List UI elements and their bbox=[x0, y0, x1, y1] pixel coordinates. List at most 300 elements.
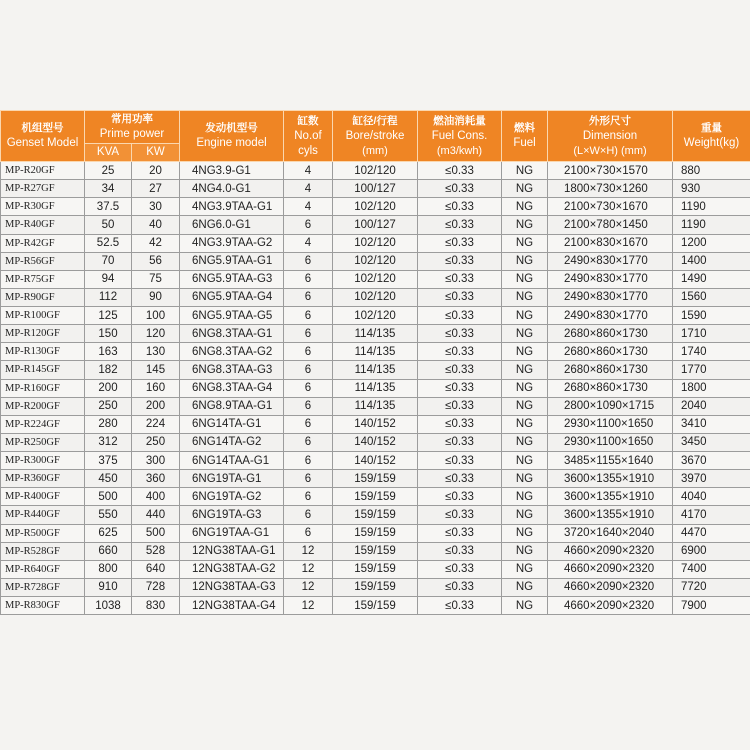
cell-weight: 1200 bbox=[673, 234, 750, 252]
cell-fuel: NG bbox=[502, 524, 548, 542]
cell-bore-stroke: 114/135 bbox=[333, 379, 418, 397]
header-label-en: Engine model bbox=[196, 137, 267, 149]
col-header-weight bbox=[673, 111, 750, 162]
table-row bbox=[1, 452, 750, 470]
cell-bore-stroke: 114/135 bbox=[333, 397, 418, 415]
cell-cyls: 6 bbox=[284, 506, 333, 524]
cell-weight: 3670 bbox=[673, 452, 750, 470]
cell-weight: 2040 bbox=[673, 397, 750, 415]
cell-bore-stroke: 159/159 bbox=[333, 470, 418, 488]
cell-kw: 130 bbox=[132, 343, 180, 361]
cell-kva: 25 bbox=[85, 162, 132, 180]
cell-fuel: NG bbox=[502, 578, 548, 596]
cell-weight: 880 bbox=[673, 162, 750, 180]
cell-genset-model: MP-R100GF bbox=[1, 307, 85, 325]
cell-cyls: 6 bbox=[284, 343, 333, 361]
cell-cyls: 12 bbox=[284, 578, 333, 596]
cell-fuel-cons: ≤0.33 bbox=[418, 488, 502, 506]
cell-kw: 90 bbox=[132, 288, 180, 306]
cell-kw: 100 bbox=[132, 307, 180, 325]
table-row bbox=[1, 234, 750, 252]
cell-engine-model: 12NG38TAA-G3 bbox=[180, 578, 284, 596]
cell-kw: 224 bbox=[132, 415, 180, 433]
header-label-cn: 外形尺寸 bbox=[589, 114, 631, 127]
cell-genset-model: MP-R56GF bbox=[1, 252, 85, 270]
header-unit: (L×W×H) (mm) bbox=[573, 144, 647, 157]
table-row bbox=[1, 216, 750, 234]
cell-genset-model: MP-R90GF bbox=[1, 288, 85, 306]
cell-kva: 450 bbox=[85, 470, 132, 488]
cell-genset-model: MP-R145GF bbox=[1, 361, 85, 379]
cell-engine-model: 6NG19TA-G3 bbox=[180, 506, 284, 524]
cell-genset-model: MP-R500GF bbox=[1, 524, 85, 542]
cell-engine-model: 6NG5.9TAA-G5 bbox=[180, 307, 284, 325]
cell-cyls: 6 bbox=[284, 433, 333, 451]
cell-engine-model: 12NG38TAA-G2 bbox=[180, 560, 284, 578]
cell-kva: 625 bbox=[85, 524, 132, 542]
cell-engine-model: 6NG8.3TAA-G3 bbox=[180, 361, 284, 379]
header-label-en: Prime power bbox=[99, 128, 165, 140]
cell-fuel: NG bbox=[502, 397, 548, 415]
cell-dimension: 2680×860×1730 bbox=[548, 361, 673, 379]
cell-fuel: NG bbox=[502, 560, 548, 578]
cell-genset-model: MP-R120GF bbox=[1, 325, 85, 343]
cell-dimension: 2930×1100×1650 bbox=[548, 433, 673, 451]
cell-engine-model: 4NG3.9TAA-G1 bbox=[180, 198, 284, 216]
cell-cyls: 4 bbox=[284, 198, 333, 216]
cell-kw: 360 bbox=[132, 470, 180, 488]
cell-fuel-cons: ≤0.33 bbox=[418, 162, 502, 180]
cell-cyls: 6 bbox=[284, 379, 333, 397]
header-label-cn: 发动机型号 bbox=[205, 122, 258, 134]
header-label-en: Fuel Cons. bbox=[431, 129, 488, 142]
table-row bbox=[1, 180, 750, 198]
cell-fuel-cons: ≤0.33 bbox=[418, 307, 502, 325]
cell-kva: 34 bbox=[85, 180, 132, 198]
cell-engine-model: 6NG14TA-G1 bbox=[180, 415, 284, 433]
cell-fuel: NG bbox=[502, 597, 548, 615]
cell-dimension: 3720×1640×2040 bbox=[548, 524, 673, 542]
cell-kw: 440 bbox=[132, 506, 180, 524]
cell-dimension: 4660×2090×2320 bbox=[548, 560, 673, 578]
cell-genset-model: MP-R528GF bbox=[1, 542, 85, 560]
cell-engine-model: 6NG8.3TAA-G4 bbox=[180, 379, 284, 397]
header-label-en: Genset Model bbox=[6, 137, 79, 149]
cell-weight: 1770 bbox=[673, 361, 750, 379]
table-row bbox=[1, 252, 750, 270]
cell-kw: 500 bbox=[132, 524, 180, 542]
cell-cyls: 6 bbox=[284, 524, 333, 542]
cell-engine-model: 6NG5.9TAA-G1 bbox=[180, 252, 284, 270]
cell-fuel: NG bbox=[502, 216, 548, 234]
cell-kw: 160 bbox=[132, 379, 180, 397]
cell-engine-model: 6NG8.3TAA-G2 bbox=[180, 343, 284, 361]
cell-genset-model: MP-R400GF bbox=[1, 488, 85, 506]
cell-fuel-cons: ≤0.33 bbox=[418, 343, 502, 361]
col-header-engine-model bbox=[180, 111, 284, 162]
cell-fuel-cons: ≤0.33 bbox=[418, 216, 502, 234]
cell-kva: 550 bbox=[85, 506, 132, 524]
cell-kva: 70 bbox=[85, 252, 132, 270]
table-row bbox=[1, 162, 750, 180]
cell-fuel: NG bbox=[502, 379, 548, 397]
cell-kw: 40 bbox=[132, 216, 180, 234]
table-header bbox=[1, 111, 750, 162]
cell-engine-model: 6NG19TA-G1 bbox=[180, 470, 284, 488]
cell-cyls: 6 bbox=[284, 252, 333, 270]
cell-fuel: NG bbox=[502, 180, 548, 198]
cell-engine-model: 6NG19TAA-G1 bbox=[180, 524, 284, 542]
cell-genset-model: MP-R130GF bbox=[1, 343, 85, 361]
header-label-cn: 重量 bbox=[701, 122, 722, 134]
cell-fuel-cons: ≤0.33 bbox=[418, 270, 502, 288]
cell-dimension: 2490×830×1770 bbox=[548, 307, 673, 325]
cell-dimension: 4660×2090×2320 bbox=[548, 578, 673, 596]
cell-kva: 280 bbox=[85, 415, 132, 433]
cell-bore-stroke: 100/127 bbox=[333, 216, 418, 234]
cell-fuel-cons: ≤0.33 bbox=[418, 560, 502, 578]
col-header-dimension bbox=[548, 111, 673, 162]
cell-kw: 145 bbox=[132, 361, 180, 379]
cell-bore-stroke: 114/135 bbox=[333, 361, 418, 379]
cell-fuel-cons: ≤0.33 bbox=[418, 252, 502, 270]
cell-cyls: 6 bbox=[284, 361, 333, 379]
cell-fuel: NG bbox=[502, 470, 548, 488]
cell-kw: 728 bbox=[132, 578, 180, 596]
cell-kw: 56 bbox=[132, 252, 180, 270]
col-header-bore-stroke bbox=[333, 111, 418, 162]
cell-cyls: 12 bbox=[284, 542, 333, 560]
genset-spec-table bbox=[0, 110, 750, 615]
cell-cyls: 6 bbox=[284, 288, 333, 306]
cell-genset-model: MP-R728GF bbox=[1, 578, 85, 596]
cell-dimension: 2680×860×1730 bbox=[548, 343, 673, 361]
cell-bore-stroke: 102/120 bbox=[333, 198, 418, 216]
table-row bbox=[1, 288, 750, 306]
cell-fuel: NG bbox=[502, 343, 548, 361]
cell-fuel: NG bbox=[502, 506, 548, 524]
cell-kva: 200 bbox=[85, 379, 132, 397]
header-label-cn: 燃油消耗量 bbox=[433, 114, 486, 127]
cell-genset-model: MP-R30GF bbox=[1, 198, 85, 216]
table-row bbox=[1, 470, 750, 488]
cell-weight: 4040 bbox=[673, 488, 750, 506]
cell-fuel: NG bbox=[502, 234, 548, 252]
spec-sheet bbox=[0, 110, 750, 615]
cell-weight: 1740 bbox=[673, 343, 750, 361]
cell-dimension: 3600×1355×1910 bbox=[548, 506, 673, 524]
cell-dimension: 3600×1355×1910 bbox=[548, 488, 673, 506]
cell-kw: 42 bbox=[132, 234, 180, 252]
cell-bore-stroke: 159/159 bbox=[333, 597, 418, 615]
cell-fuel-cons: ≤0.33 bbox=[418, 470, 502, 488]
cell-engine-model: 6NG8.3TAA-G1 bbox=[180, 325, 284, 343]
cell-fuel-cons: ≤0.33 bbox=[418, 397, 502, 415]
cell-fuel-cons: ≤0.33 bbox=[418, 180, 502, 198]
cell-fuel-cons: ≤0.33 bbox=[418, 325, 502, 343]
table-row bbox=[1, 361, 750, 379]
cell-kva: 150 bbox=[85, 325, 132, 343]
cell-fuel-cons: ≤0.33 bbox=[418, 288, 502, 306]
cell-fuel-cons: ≤0.33 bbox=[418, 452, 502, 470]
cell-kw: 400 bbox=[132, 488, 180, 506]
cell-fuel: NG bbox=[502, 452, 548, 470]
cell-bore-stroke: 159/159 bbox=[333, 542, 418, 560]
cell-weight: 3410 bbox=[673, 415, 750, 433]
cell-kva: 312 bbox=[85, 433, 132, 451]
cell-kva: 37.5 bbox=[85, 198, 132, 216]
cell-engine-model: 12NG38TAA-G4 bbox=[180, 597, 284, 615]
col-header-fuel-cons bbox=[418, 111, 502, 162]
cell-fuel: NG bbox=[502, 198, 548, 216]
cell-weight: 1710 bbox=[673, 325, 750, 343]
cell-engine-model: 4NG3.9TAA-G2 bbox=[180, 234, 284, 252]
cell-kva: 800 bbox=[85, 560, 132, 578]
cell-kva: 50 bbox=[85, 216, 132, 234]
cell-dimension: 4660×2090×2320 bbox=[548, 542, 673, 560]
table-row bbox=[1, 560, 750, 578]
cell-engine-model: 6NG8.9TAA-G1 bbox=[180, 397, 284, 415]
table-row bbox=[1, 307, 750, 325]
cell-genset-model: MP-R640GF bbox=[1, 560, 85, 578]
cell-fuel: NG bbox=[502, 542, 548, 560]
cell-weight: 1190 bbox=[673, 198, 750, 216]
cell-kw: 75 bbox=[132, 270, 180, 288]
cell-weight: 3970 bbox=[673, 470, 750, 488]
table-row bbox=[1, 506, 750, 524]
cell-kva: 500 bbox=[85, 488, 132, 506]
table-row bbox=[1, 597, 750, 615]
cell-kva: 52.5 bbox=[85, 234, 132, 252]
cell-fuel-cons: ≤0.33 bbox=[418, 524, 502, 542]
cell-bore-stroke: 159/159 bbox=[333, 578, 418, 596]
cell-bore-stroke: 140/152 bbox=[333, 452, 418, 470]
cell-fuel-cons: ≤0.33 bbox=[418, 578, 502, 596]
table-row bbox=[1, 524, 750, 542]
cell-weight: 4470 bbox=[673, 524, 750, 542]
col-header-kva: KVA bbox=[85, 144, 132, 162]
cell-engine-model: 6NG5.9TAA-G3 bbox=[180, 270, 284, 288]
cell-genset-model: MP-R75GF bbox=[1, 270, 85, 288]
cell-genset-model: MP-R27GF bbox=[1, 180, 85, 198]
cell-engine-model: 6NG6.0-G1 bbox=[180, 216, 284, 234]
cell-kw: 120 bbox=[132, 325, 180, 343]
col-header-kw: KW bbox=[132, 144, 180, 162]
cell-bore-stroke: 102/120 bbox=[333, 307, 418, 325]
cell-dimension: 2680×860×1730 bbox=[548, 325, 673, 343]
cell-bore-stroke: 159/159 bbox=[333, 560, 418, 578]
cell-weight: 1490 bbox=[673, 270, 750, 288]
cell-dimension: 2490×830×1770 bbox=[548, 288, 673, 306]
cell-kva: 660 bbox=[85, 542, 132, 560]
cell-fuel-cons: ≤0.33 bbox=[418, 379, 502, 397]
cell-engine-model: 6NG14TA-G2 bbox=[180, 433, 284, 451]
cell-cyls: 4 bbox=[284, 162, 333, 180]
cell-fuel-cons: ≤0.33 bbox=[418, 597, 502, 615]
cell-bore-stroke: 102/120 bbox=[333, 252, 418, 270]
table-row bbox=[1, 379, 750, 397]
cell-weight: 3450 bbox=[673, 433, 750, 451]
cell-fuel: NG bbox=[502, 307, 548, 325]
table-row bbox=[1, 343, 750, 361]
cell-kw: 300 bbox=[132, 452, 180, 470]
cell-engine-model: 12NG38TAA-G1 bbox=[180, 542, 284, 560]
cell-dimension: 2100×730×1670 bbox=[548, 198, 673, 216]
header-label-en: cyls bbox=[298, 144, 318, 157]
cell-cyls: 6 bbox=[284, 216, 333, 234]
cell-fuel: NG bbox=[502, 433, 548, 451]
header-label-en: Dimension bbox=[582, 129, 638, 142]
cell-fuel-cons: ≤0.33 bbox=[418, 415, 502, 433]
cell-fuel: NG bbox=[502, 288, 548, 306]
cell-fuel-cons: ≤0.33 bbox=[418, 433, 502, 451]
cell-cyls: 6 bbox=[284, 415, 333, 433]
col-header-model bbox=[1, 111, 85, 162]
cell-dimension: 2490×830×1770 bbox=[548, 270, 673, 288]
cell-kva: 112 bbox=[85, 288, 132, 306]
cell-fuel: NG bbox=[502, 488, 548, 506]
cell-engine-model: 6NG5.9TAA-G4 bbox=[180, 288, 284, 306]
cell-kw: 27 bbox=[132, 180, 180, 198]
table-row bbox=[1, 198, 750, 216]
cell-weight: 1560 bbox=[673, 288, 750, 306]
cell-dimension: 2100×830×1670 bbox=[548, 234, 673, 252]
table-row bbox=[1, 270, 750, 288]
cell-weight: 1190 bbox=[673, 216, 750, 234]
cell-bore-stroke: 114/135 bbox=[333, 343, 418, 361]
cell-fuel: NG bbox=[502, 162, 548, 180]
cell-kva: 1038 bbox=[85, 597, 132, 615]
cell-dimension: 2100×780×1450 bbox=[548, 216, 673, 234]
table-row bbox=[1, 578, 750, 596]
cell-bore-stroke: 140/152 bbox=[333, 433, 418, 451]
cell-dimension: 2680×860×1730 bbox=[548, 379, 673, 397]
header-label-en: Bore/stroke bbox=[345, 129, 405, 142]
table-body bbox=[1, 162, 750, 615]
cell-dimension: 2490×830×1770 bbox=[548, 252, 673, 270]
cell-kva: 163 bbox=[85, 343, 132, 361]
cell-genset-model: MP-R360GF bbox=[1, 470, 85, 488]
cell-dimension: 2100×730×1570 bbox=[548, 162, 673, 180]
header-unit: (m3/kwh) bbox=[436, 144, 483, 157]
cell-bore-stroke: 114/135 bbox=[333, 325, 418, 343]
cell-fuel: NG bbox=[502, 361, 548, 379]
cell-kw: 200 bbox=[132, 397, 180, 415]
cell-dimension: 2930×1100×1650 bbox=[548, 415, 673, 433]
cell-kva: 375 bbox=[85, 452, 132, 470]
cell-bore-stroke: 102/120 bbox=[333, 162, 418, 180]
table-row bbox=[1, 542, 750, 560]
col-header-prime-power bbox=[85, 111, 180, 144]
table-row bbox=[1, 433, 750, 451]
cell-cyls: 6 bbox=[284, 325, 333, 343]
cell-bore-stroke: 102/120 bbox=[333, 288, 418, 306]
cell-bore-stroke: 159/159 bbox=[333, 506, 418, 524]
cell-cyls: 12 bbox=[284, 560, 333, 578]
header-label-cn: 缸数 bbox=[297, 114, 319, 127]
cell-fuel: NG bbox=[502, 325, 548, 343]
col-header-fuel bbox=[502, 111, 548, 162]
cell-kva: 94 bbox=[85, 270, 132, 288]
cell-genset-model: MP-R224GF bbox=[1, 415, 85, 433]
cell-fuel: NG bbox=[502, 252, 548, 270]
cell-genset-model: MP-R440GF bbox=[1, 506, 85, 524]
cell-weight: 7400 bbox=[673, 560, 750, 578]
cell-dimension: 3485×1155×1640 bbox=[548, 452, 673, 470]
cell-fuel: NG bbox=[502, 270, 548, 288]
cell-genset-model: MP-R42GF bbox=[1, 234, 85, 252]
header-label-en: No.of bbox=[294, 129, 322, 142]
cell-engine-model: 6NG19TA-G2 bbox=[180, 488, 284, 506]
cell-fuel-cons: ≤0.33 bbox=[418, 361, 502, 379]
cell-kva: 910 bbox=[85, 578, 132, 596]
cell-kva: 182 bbox=[85, 361, 132, 379]
cell-cyls: 6 bbox=[284, 452, 333, 470]
cell-bore-stroke: 159/159 bbox=[333, 488, 418, 506]
cell-bore-stroke: 100/127 bbox=[333, 180, 418, 198]
cell-kw: 640 bbox=[132, 560, 180, 578]
cell-bore-stroke: 102/120 bbox=[333, 234, 418, 252]
header-unit: (mm) bbox=[362, 144, 388, 157]
header-label-en: Fuel bbox=[513, 137, 536, 149]
cell-kw: 20 bbox=[132, 162, 180, 180]
cell-bore-stroke: 102/120 bbox=[333, 270, 418, 288]
cell-engine-model: 4NG4.0-G1 bbox=[180, 180, 284, 198]
table-row bbox=[1, 488, 750, 506]
header-label-cn: 缸径/行程 bbox=[352, 114, 398, 127]
cell-kw: 830 bbox=[132, 597, 180, 615]
cell-weight: 1400 bbox=[673, 252, 750, 270]
cell-cyls: 6 bbox=[284, 470, 333, 488]
header-label-en: Weight(kg) bbox=[683, 137, 740, 149]
cell-genset-model: MP-R830GF bbox=[1, 597, 85, 615]
cell-fuel: NG bbox=[502, 415, 548, 433]
cell-dimension: 3600×1355×1910 bbox=[548, 470, 673, 488]
cell-fuel-cons: ≤0.33 bbox=[418, 542, 502, 560]
cell-weight: 6900 bbox=[673, 542, 750, 560]
cell-cyls: 4 bbox=[284, 234, 333, 252]
cell-cyls: 6 bbox=[284, 270, 333, 288]
cell-cyls: 12 bbox=[284, 597, 333, 615]
cell-genset-model: MP-R250GF bbox=[1, 433, 85, 451]
cell-genset-model: MP-R300GF bbox=[1, 452, 85, 470]
cell-kva: 125 bbox=[85, 307, 132, 325]
cell-dimension: 2800×1090×1715 bbox=[548, 397, 673, 415]
cell-genset-model: MP-R20GF bbox=[1, 162, 85, 180]
cell-cyls: 4 bbox=[284, 180, 333, 198]
cell-bore-stroke: 140/152 bbox=[333, 415, 418, 433]
cell-dimension: 4660×2090×2320 bbox=[548, 597, 673, 615]
cell-weight: 7900 bbox=[673, 597, 750, 615]
cell-engine-model: 6NG14TAA-G1 bbox=[180, 452, 284, 470]
cell-weight: 1590 bbox=[673, 307, 750, 325]
header-label-cn: 燃料 bbox=[514, 122, 535, 134]
cell-kw: 250 bbox=[132, 433, 180, 451]
cell-weight: 4170 bbox=[673, 506, 750, 524]
cell-kva: 250 bbox=[85, 397, 132, 415]
cell-weight: 1800 bbox=[673, 379, 750, 397]
cell-genset-model: MP-R160GF bbox=[1, 379, 85, 397]
cell-engine-model: 4NG3.9-G1 bbox=[180, 162, 284, 180]
header-label-cn: 机组型号 bbox=[21, 122, 64, 134]
cell-bore-stroke: 159/159 bbox=[333, 524, 418, 542]
cell-fuel-cons: ≤0.33 bbox=[418, 198, 502, 216]
table-row bbox=[1, 397, 750, 415]
cell-fuel-cons: ≤0.33 bbox=[418, 234, 502, 252]
cell-fuel-cons: ≤0.33 bbox=[418, 506, 502, 524]
cell-cyls: 6 bbox=[284, 307, 333, 325]
header-label-cn: 常用功率 bbox=[111, 113, 153, 125]
